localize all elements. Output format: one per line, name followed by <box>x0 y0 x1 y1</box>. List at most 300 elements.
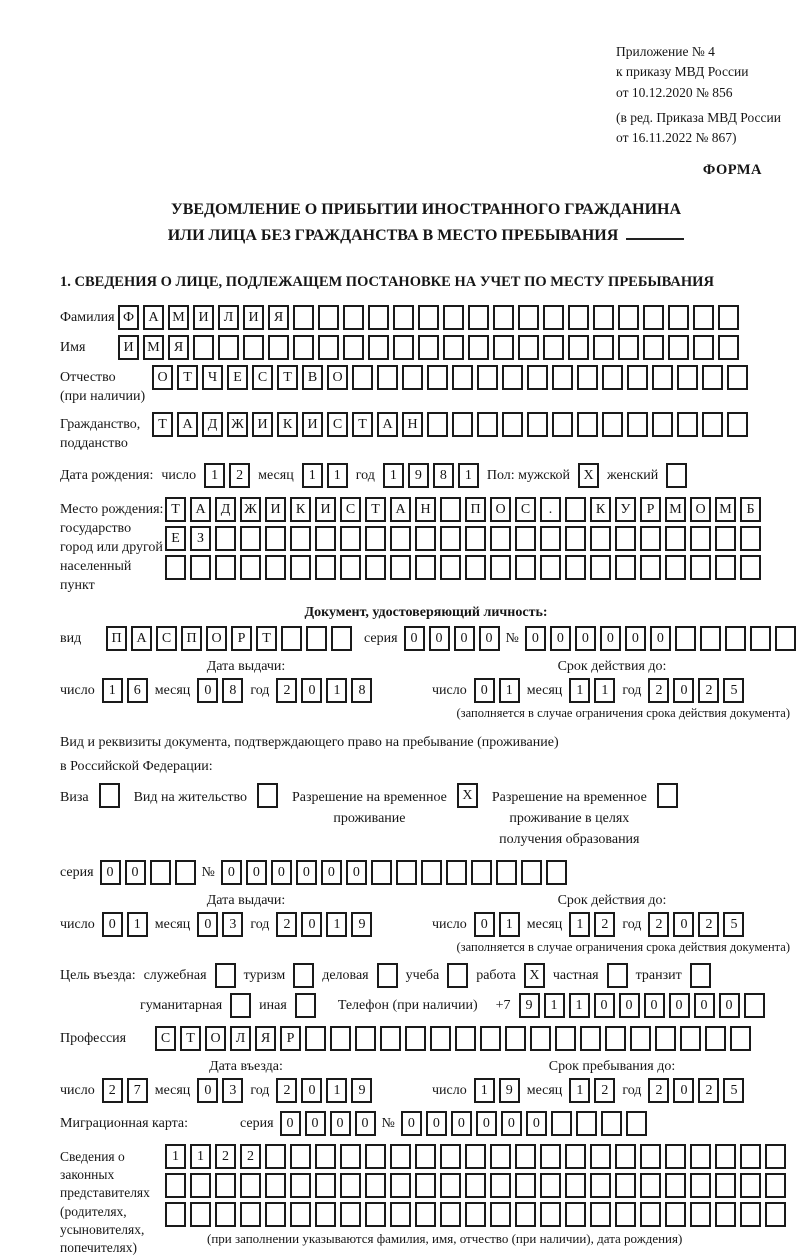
char-cell: С <box>252 365 273 390</box>
permit-dates-block <box>60 893 792 937</box>
char-cell <box>465 1144 486 1169</box>
char-cell <box>390 526 411 551</box>
char-cell: 0 <box>451 1111 472 1136</box>
purpose-study-label: учеба <box>405 968 440 984</box>
char-cell: Е <box>227 365 248 390</box>
char-cell <box>693 305 714 330</box>
char-cell <box>465 1202 486 1227</box>
char-cell <box>290 1202 311 1227</box>
char-cell <box>365 1144 386 1169</box>
char-cell: И <box>315 497 336 522</box>
doc-issue-day-cells <box>102 678 148 703</box>
char-cell <box>618 335 639 360</box>
migration-card-label: Миграционная карта: <box>60 1116 189 1132</box>
doc-dates-block <box>60 659 792 703</box>
char-cell: М <box>665 497 686 522</box>
char-cell <box>565 1202 586 1227</box>
valid-until-heading: Срок действия до: <box>557 893 667 909</box>
stay-until-heading: Срок пребывания до: <box>548 1059 676 1075</box>
char-cell: 0 <box>221 860 242 885</box>
char-cell <box>615 1173 636 1198</box>
entry-date-col <box>60 1059 432 1103</box>
char-cell <box>715 1202 736 1227</box>
char-cell: З <box>190 526 211 551</box>
char-cell: М <box>168 305 189 330</box>
char-cell <box>518 305 539 330</box>
char-cell <box>281 626 302 651</box>
char-cell: Т <box>180 1026 201 1051</box>
annex-edit-line: (в ред. Приказа МВД России <box>616 109 781 125</box>
char-cell: 2 <box>594 1078 615 1103</box>
char-cell: 0 <box>526 1111 547 1136</box>
char-cell: 1 <box>499 912 520 937</box>
char-cell: К <box>277 412 298 437</box>
representatives-row2-cells <box>165 1173 786 1198</box>
char-cell <box>365 555 386 580</box>
char-cell <box>577 365 598 390</box>
char-cell: 1 <box>458 463 479 488</box>
char-cell: 2 <box>698 1078 719 1103</box>
char-cell <box>493 305 514 330</box>
char-cell: 8 <box>351 678 372 703</box>
char-cell <box>675 626 696 651</box>
char-cell <box>465 526 486 551</box>
annex-edit-line: от 16.11.2022 № 867) <box>616 130 737 145</box>
char-cell: Р <box>640 497 661 522</box>
char-cell <box>175 860 196 885</box>
char-cell: М <box>715 497 736 522</box>
doc-valid-col <box>432 659 792 703</box>
char-cell <box>640 555 661 580</box>
doc-issue-year-cells <box>276 678 372 703</box>
char-cell <box>190 555 211 580</box>
doc-series-cells <box>404 626 500 651</box>
char-cell <box>668 305 689 330</box>
char-cell: 2 <box>698 912 719 937</box>
char-cell: И <box>252 412 273 437</box>
residence-permit-item <box>134 783 278 808</box>
char-cell <box>240 555 261 580</box>
char-cell: 9 <box>519 993 540 1018</box>
permit-number-cells <box>221 860 567 885</box>
char-cell <box>527 412 548 437</box>
entry-year-cells <box>276 1078 372 1103</box>
char-cell <box>540 555 561 580</box>
permit-issue-month-cells <box>197 912 243 937</box>
patronymic-label-line1: Отчество <box>60 370 116 386</box>
char-cell: И <box>243 305 264 330</box>
char-cell: 1 <box>569 993 590 1018</box>
char-cell: 2 <box>648 912 669 937</box>
char-cell: 0 <box>476 1111 497 1136</box>
doc-valid-month-cells <box>569 678 615 703</box>
patronymic-label <box>60 365 152 407</box>
char-cell <box>543 305 564 330</box>
char-cell: 2 <box>240 1144 261 1169</box>
char-cell <box>593 305 614 330</box>
char-cell <box>490 1144 511 1169</box>
char-cell <box>190 1173 211 1198</box>
day-label: число <box>432 917 467 933</box>
permit-issue-year-cells <box>276 912 372 937</box>
char-cell: И <box>193 305 214 330</box>
char-cell <box>268 335 289 360</box>
profession-row <box>60 1026 792 1051</box>
char-cell <box>640 1202 661 1227</box>
identity-doc-heading: Документ, удостоверяющий личность: <box>304 605 548 621</box>
day-label: число <box>60 1083 95 1099</box>
char-cell <box>405 1026 426 1051</box>
representatives-label <box>60 1144 165 1257</box>
temp-residence-edu-label-line1: Разрешение на временное <box>491 790 647 806</box>
char-cell <box>546 860 567 885</box>
char-cell: 0 <box>694 993 715 1018</box>
char-cell <box>655 1026 676 1051</box>
char-cell: 0 <box>321 860 342 885</box>
char-cell: 0 <box>501 1111 522 1136</box>
char-cell <box>765 1173 786 1198</box>
char-cell: Т <box>177 365 198 390</box>
char-cell: X <box>457 783 478 808</box>
char-cell: 0 <box>102 912 123 937</box>
char-cell: 1 <box>383 463 404 488</box>
char-cell: О <box>327 365 348 390</box>
char-cell <box>315 1202 336 1227</box>
purpose-other-label: иная <box>259 998 287 1014</box>
char-cell <box>295 993 316 1018</box>
char-cell <box>440 555 461 580</box>
char-cell: 0 <box>479 626 500 651</box>
char-cell <box>390 555 411 580</box>
char-cell: 0 <box>454 626 475 651</box>
char-cell: 1 <box>474 1078 495 1103</box>
char-cell: А <box>390 497 411 522</box>
char-cell: П <box>181 626 202 651</box>
representatives-note: (при заполнении указываются фамилия, имя, отчество (при наличии), дата рождения) <box>207 1231 683 1247</box>
doc-number-cells <box>525 626 796 651</box>
char-cell: А <box>143 305 164 330</box>
doc-type-cells <box>106 626 352 651</box>
char-cell: 0 <box>271 860 292 885</box>
char-cell <box>502 412 523 437</box>
char-cell <box>527 365 548 390</box>
day-label: число <box>60 917 95 933</box>
char-cell <box>640 526 661 551</box>
birth-day-cells <box>204 463 250 488</box>
char-cell <box>440 1202 461 1227</box>
char-cell: Л <box>218 305 239 330</box>
surname-label: Фамилия <box>60 310 115 326</box>
permit-series-cells <box>100 860 196 885</box>
char-cell: 0 <box>301 912 322 937</box>
purpose-row-1 <box>60 963 792 988</box>
char-cell: Ч <box>202 365 223 390</box>
char-cell: К <box>290 497 311 522</box>
purpose-tourism-label: туризм <box>243 968 286 984</box>
visa-item <box>60 783 120 808</box>
char-cell <box>740 526 761 551</box>
char-cell <box>690 555 711 580</box>
entry-date-heading: Дата въезда: <box>209 1059 283 1075</box>
phone-prefix: +7 <box>495 998 511 1014</box>
char-cell: . <box>540 497 561 522</box>
char-cell <box>590 1144 611 1169</box>
char-cell <box>418 305 439 330</box>
char-cell <box>380 1026 401 1051</box>
char-cell <box>515 1144 536 1169</box>
char-cell <box>315 526 336 551</box>
purpose-transit-label: транзит <box>635 968 682 984</box>
char-cell <box>590 526 611 551</box>
purpose-private-label: частная <box>552 968 599 984</box>
char-cell <box>590 555 611 580</box>
char-cell <box>640 1173 661 1198</box>
birth-place-label-line2: государство <box>60 520 132 536</box>
char-cell: 1 <box>326 1078 347 1103</box>
char-cell <box>331 626 352 651</box>
char-cell: О <box>206 626 227 651</box>
char-cell <box>643 335 664 360</box>
permit-issue-col <box>60 893 432 937</box>
char-cell <box>215 555 236 580</box>
title-blank-underline <box>626 225 684 240</box>
char-cell <box>626 1111 647 1136</box>
char-cell <box>690 963 711 988</box>
annex-line: Приложение № 4 <box>616 44 715 59</box>
temp-residence-label-line2: проживание <box>333 811 406 827</box>
char-cell: О <box>205 1026 226 1051</box>
char-cell: 1 <box>594 678 615 703</box>
char-cell <box>293 335 314 360</box>
residence-permit-label: Вид на жительство <box>133 790 247 806</box>
doc-issue-month-cells <box>197 678 243 703</box>
char-cell <box>452 365 473 390</box>
char-cell: Д <box>215 497 236 522</box>
char-cell <box>415 526 436 551</box>
char-cell: 0 <box>474 912 495 937</box>
char-cell <box>565 526 586 551</box>
char-cell: Л <box>230 1026 251 1051</box>
char-cell <box>727 412 748 437</box>
profession-cells <box>155 1026 751 1051</box>
char-cell: П <box>465 497 486 522</box>
char-cell <box>627 365 648 390</box>
year-label: год <box>622 917 642 933</box>
char-cell <box>390 1173 411 1198</box>
char-cell <box>552 412 573 437</box>
purpose-business-checkbox <box>377 963 398 988</box>
form-title-line2-text: ИЛИ ЛИЦА БЕЗ ГРАЖДАНСТВА В МЕСТО ПРЕБЫВАНИЯ <box>167 226 619 244</box>
char-cell <box>552 365 573 390</box>
purpose-work-checkbox <box>524 963 545 988</box>
char-cell: 1 <box>302 463 323 488</box>
char-cell: 0 <box>246 860 267 885</box>
char-cell: 1 <box>327 463 348 488</box>
char-cell: 0 <box>305 1111 326 1136</box>
permit-valid-col <box>432 893 792 937</box>
char-cell: О <box>490 497 511 522</box>
char-cell <box>465 1173 486 1198</box>
char-cell <box>306 626 327 651</box>
char-cell: 0 <box>355 1111 376 1136</box>
char-cell <box>590 1202 611 1227</box>
char-cell: 2 <box>648 678 669 703</box>
char-cell: Б <box>740 497 761 522</box>
char-cell <box>702 412 723 437</box>
char-cell <box>568 335 589 360</box>
temp-residence-edu-label-line3: получения образования <box>499 832 640 848</box>
permit-type-row <box>60 783 792 850</box>
char-cell <box>705 1026 726 1051</box>
char-cell <box>305 1026 326 1051</box>
char-cell: 0 <box>719 993 740 1018</box>
char-cell: 0 <box>575 626 596 651</box>
char-cell <box>627 412 648 437</box>
char-cell: М <box>143 335 164 360</box>
char-cell: А <box>377 412 398 437</box>
residence-doc-line2: в Российской Федерации: <box>60 759 213 775</box>
char-cell <box>240 1202 261 1227</box>
purpose-transit-checkbox <box>690 963 711 988</box>
char-cell: 7 <box>127 1078 148 1103</box>
char-cell <box>415 1144 436 1169</box>
temp-residence-edu-item <box>492 783 678 850</box>
char-cell: С <box>156 626 177 651</box>
stay-year-cells <box>648 1078 744 1103</box>
purpose-private-checkbox <box>607 963 628 988</box>
patronymic-row <box>60 365 792 407</box>
temp-residence-item <box>292 783 478 829</box>
char-cell <box>565 497 586 522</box>
purpose-humanitarian-label: гуманитарная <box>140 998 223 1014</box>
permit-valid-day-cells <box>474 912 520 937</box>
purpose-business-label: деловая <box>322 968 369 984</box>
char-cell <box>315 555 336 580</box>
char-cell <box>343 305 364 330</box>
birth-month-cells <box>302 463 348 488</box>
entry-date-fields <box>60 1078 432 1103</box>
birth-date-row <box>60 463 792 488</box>
char-cell: 1 <box>165 1144 186 1169</box>
citizenship-label <box>60 412 152 454</box>
char-cell <box>518 335 539 360</box>
birth-year-cells <box>383 463 479 488</box>
char-cell: Р <box>231 626 252 651</box>
char-cell <box>540 1202 561 1227</box>
year-label: год <box>250 683 270 699</box>
char-cell <box>630 1026 651 1051</box>
profession-label: Профессия <box>60 1031 127 1047</box>
char-cell <box>521 860 542 885</box>
char-cell <box>418 335 439 360</box>
year-label: год <box>622 1083 642 1099</box>
entry-month-cells <box>197 1078 243 1103</box>
char-cell <box>540 1144 561 1169</box>
permit-issue-fields <box>60 912 432 937</box>
char-cell <box>330 1026 351 1051</box>
doc-issue-fields <box>60 678 432 703</box>
purpose-label: Цель въезда: <box>60 968 136 984</box>
char-cell <box>727 365 748 390</box>
char-cell <box>493 335 514 360</box>
char-cell <box>657 783 678 808</box>
char-cell: 1 <box>102 678 123 703</box>
stay-day-cells <box>474 1078 520 1103</box>
char-cell <box>555 1026 576 1051</box>
char-cell <box>165 555 186 580</box>
month-label: месяц <box>526 1083 563 1099</box>
char-cell: Ф <box>118 305 139 330</box>
char-cell <box>393 335 414 360</box>
char-cell <box>715 1144 736 1169</box>
char-cell <box>565 555 586 580</box>
mig-number-label: № <box>381 1116 395 1132</box>
char-cell: О <box>152 365 173 390</box>
char-cell: 0 <box>474 678 495 703</box>
permit-series-label: серия <box>60 865 94 881</box>
char-cell: 0 <box>625 626 646 651</box>
permit-number-label: № <box>201 865 215 881</box>
char-cell: 2 <box>276 1078 297 1103</box>
char-cell <box>580 1026 601 1051</box>
char-cell <box>390 1202 411 1227</box>
char-cell: 9 <box>408 463 429 488</box>
char-cell <box>415 1202 436 1227</box>
char-cell <box>190 1202 211 1227</box>
purpose-work-label: работа <box>476 968 516 984</box>
doc-valid-year-cells <box>648 678 744 703</box>
char-cell: С <box>327 412 348 437</box>
year-label: год <box>355 468 375 483</box>
char-cell: Т <box>365 497 386 522</box>
char-cell <box>165 1173 186 1198</box>
char-cell: 1 <box>499 678 520 703</box>
char-cell <box>666 463 687 488</box>
char-cell <box>265 526 286 551</box>
char-cell <box>665 1202 686 1227</box>
char-cell: С <box>515 497 536 522</box>
entry-day-cells <box>102 1078 148 1103</box>
citizenship-row <box>60 412 792 454</box>
permit-valid-month-cells <box>569 912 615 937</box>
char-cell <box>551 1111 572 1136</box>
char-cell: 0 <box>197 912 218 937</box>
char-cell <box>740 1144 761 1169</box>
char-cell <box>415 1173 436 1198</box>
char-cell: А <box>131 626 152 651</box>
char-cell <box>290 1144 311 1169</box>
migration-card-row <box>60 1111 792 1136</box>
char-cell: X <box>524 963 545 988</box>
char-cell <box>677 412 698 437</box>
char-cell <box>415 555 436 580</box>
char-cell: 0 <box>673 912 694 937</box>
char-cell <box>257 783 278 808</box>
given-name-label: Имя <box>60 340 86 356</box>
forma-label: ФОРМА <box>702 162 762 179</box>
year-label: год <box>250 917 270 933</box>
char-cell: 3 <box>222 1078 243 1103</box>
char-cell: 0 <box>650 626 671 651</box>
given-name-cells <box>118 335 739 360</box>
char-cell: Т <box>352 412 373 437</box>
char-cell: 0 <box>669 993 690 1018</box>
char-cell <box>240 526 261 551</box>
purpose-official-label: служебная <box>143 968 207 984</box>
char-cell <box>615 555 636 580</box>
char-cell <box>421 860 442 885</box>
residence-doc-text <box>60 731 792 779</box>
